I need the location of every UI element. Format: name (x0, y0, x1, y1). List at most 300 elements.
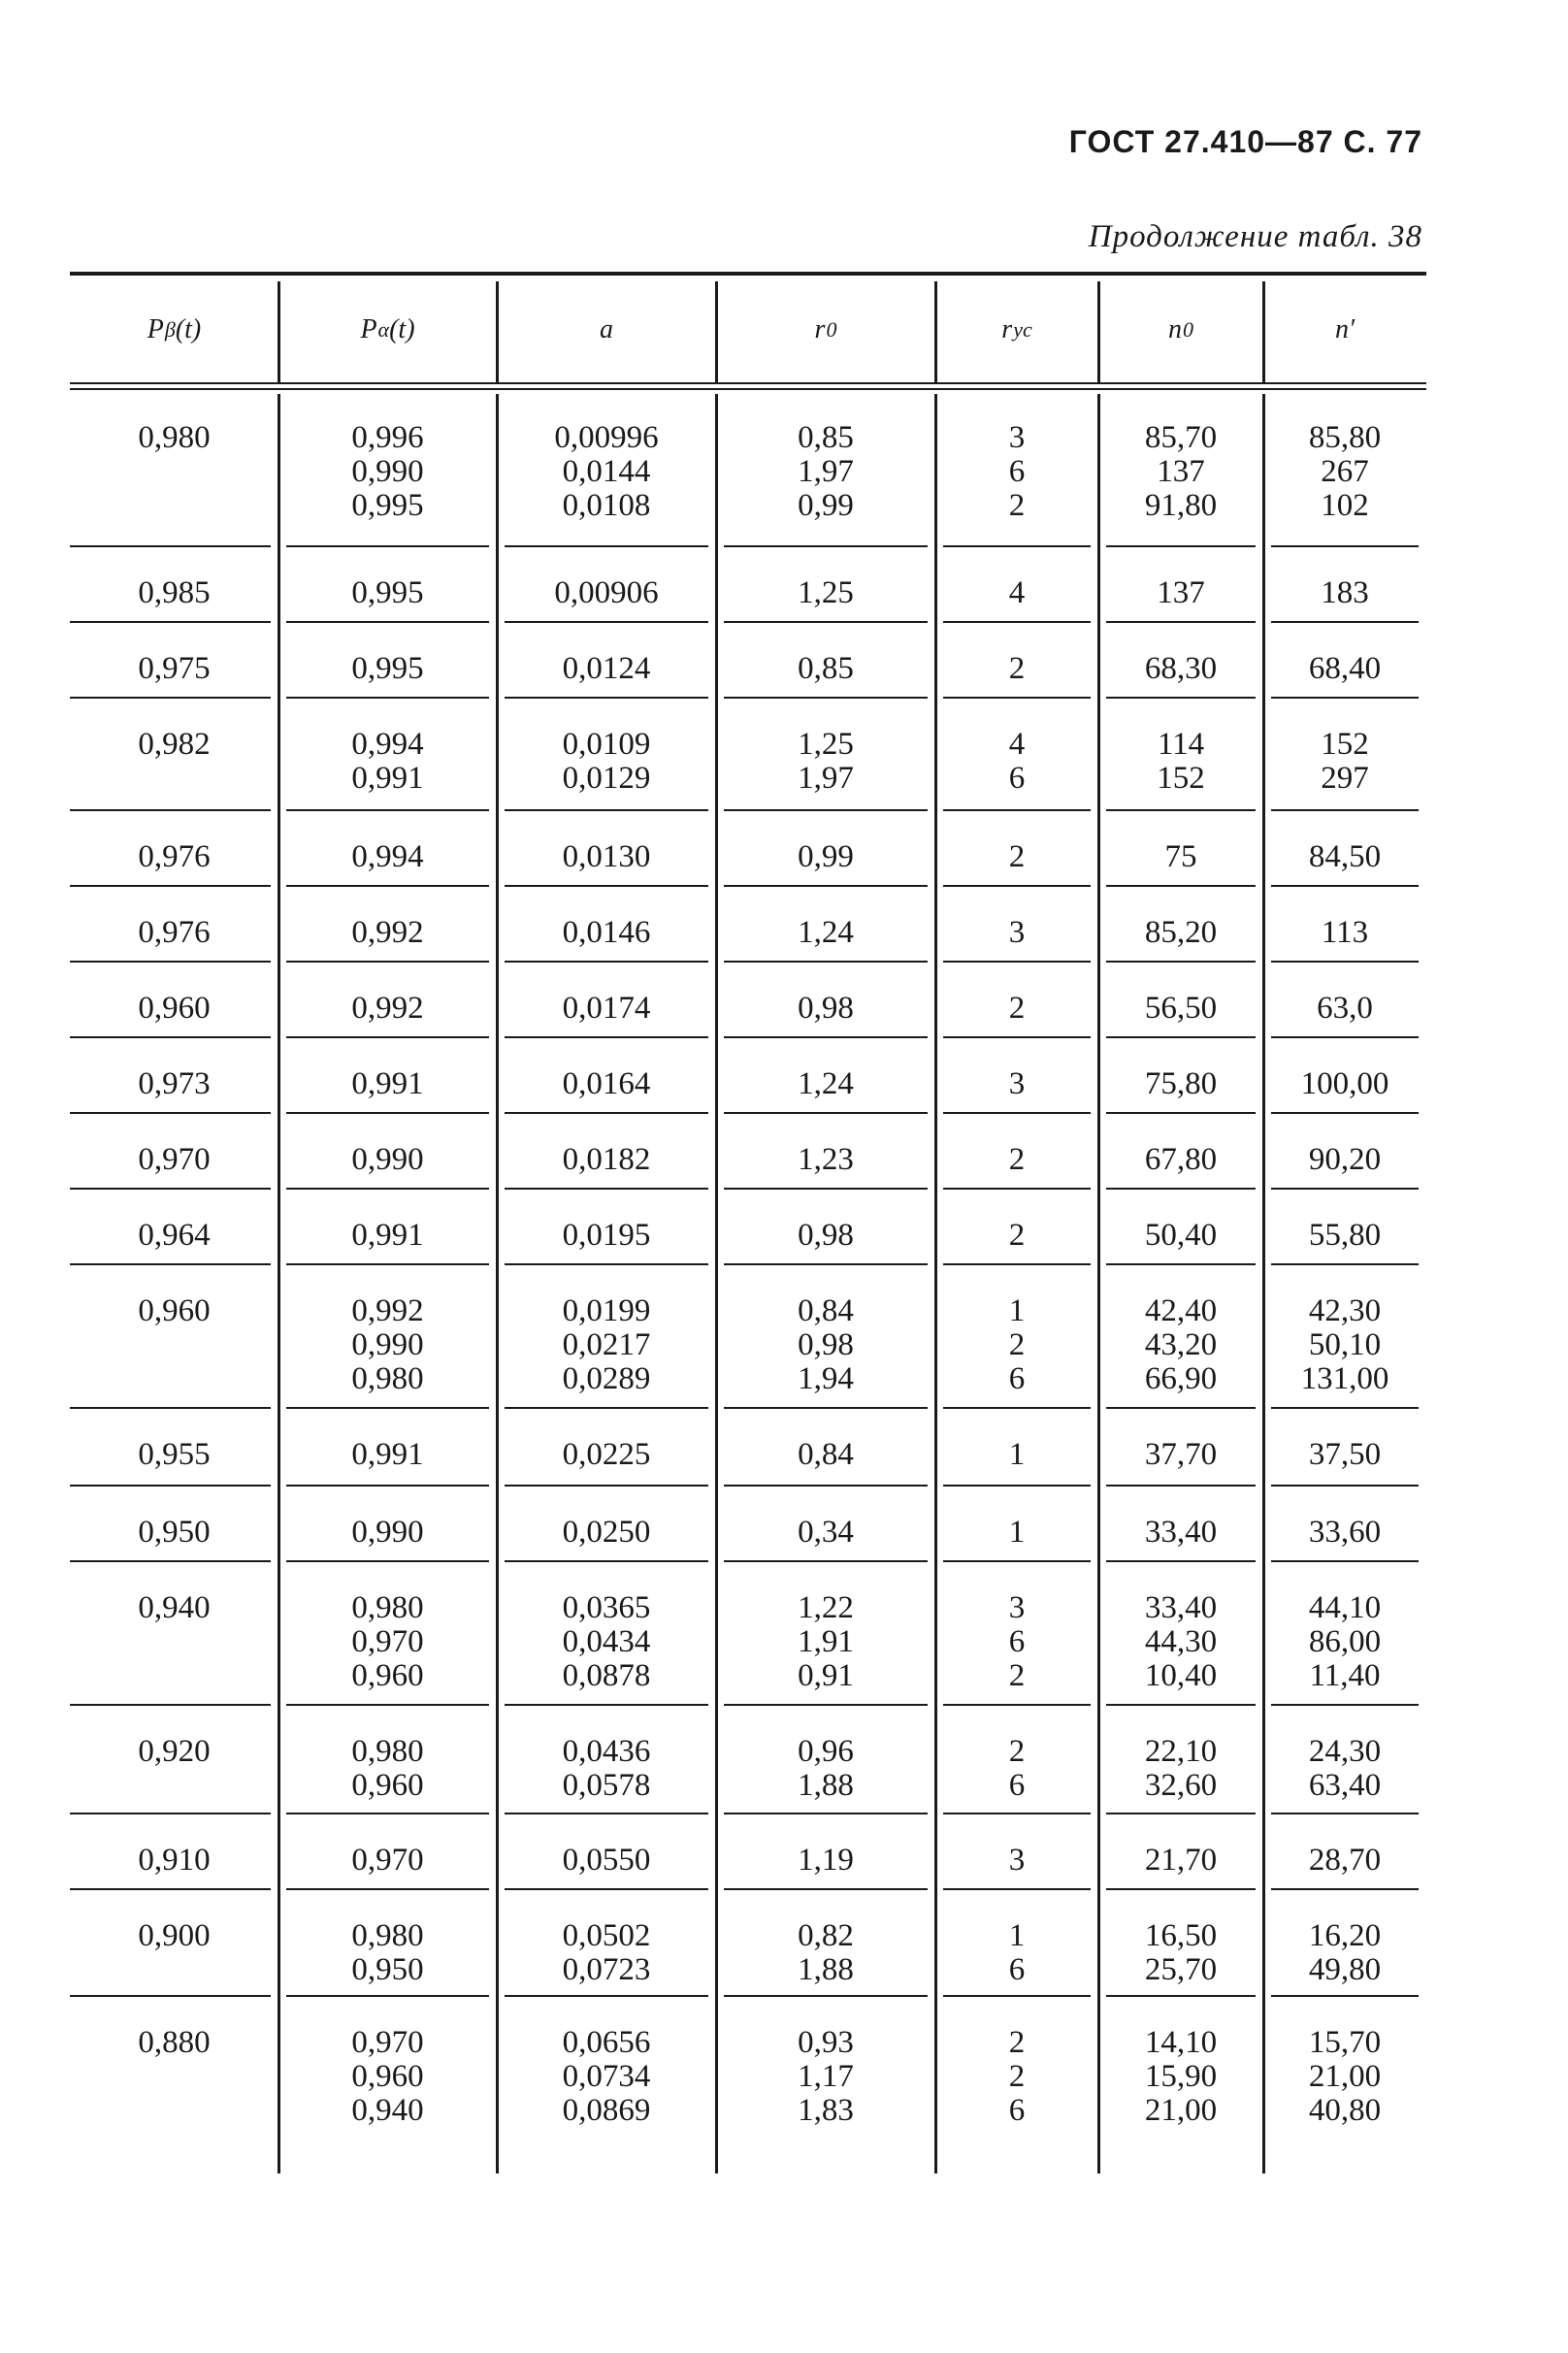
table-cell-n-prime (1263, 421, 1426, 523)
table-cell-value: 0,91 (798, 1658, 854, 1693)
table-cell-value: 0,0164 (562, 1066, 651, 1101)
table-cell-value: 6 (1008, 1361, 1026, 1396)
table-cell-value: 0,982 (138, 727, 211, 762)
table-cell-p-beta (70, 728, 278, 762)
row-divider (286, 1188, 489, 1190)
table-cell-value: 2 (1008, 488, 1026, 523)
table-cell-p-beta (70, 1735, 278, 1769)
table-cell-value: 0,995 (351, 575, 424, 610)
table-cell-value: 1 (1008, 1293, 1026, 1328)
table-cell-value: 1,83 (798, 2093, 854, 2128)
table-cell-value: 0,991 (351, 1218, 424, 1253)
table-cell-value: 2 (1008, 1327, 1026, 1362)
table-cell-r0 (716, 1591, 935, 1693)
table-cell-value: 0,976 (138, 915, 211, 950)
table-cell-value: 2 (1008, 651, 1026, 686)
table-cell-r0 (716, 728, 935, 796)
table-cell-p-alpha (278, 916, 497, 950)
row-divider (724, 1036, 928, 1038)
table-cell-a (497, 421, 716, 523)
table-cell-value: 0,84 (798, 1437, 854, 1472)
table-cell-value: 137 (1157, 575, 1205, 610)
row-divider (505, 1263, 708, 1265)
row-divider (1106, 1995, 1256, 1997)
table-cell-value: 66,90 (1144, 1361, 1218, 1396)
column-header-n0 (1098, 281, 1263, 378)
table-cell-p-beta (70, 1067, 278, 1101)
table-cell-value: 0,0217 (562, 1327, 651, 1362)
row-divider (724, 809, 928, 811)
row-divider (70, 961, 271, 963)
column-header-a (497, 281, 716, 378)
table-cell-value: 63,40 (1308, 1768, 1382, 1803)
table-cell-value: 37,70 (1144, 1437, 1218, 1472)
table-cell-value: 3 (1008, 1843, 1026, 1878)
row-divider (724, 961, 928, 963)
table-cell-value: 0,975 (138, 651, 211, 686)
table-cell-value: 0,0174 (562, 991, 651, 1026)
row-divider (724, 1888, 928, 1890)
table-cell-value: 6 (1008, 454, 1026, 489)
table-cell-value: 0,970 (351, 1843, 424, 1878)
row-divider (1271, 621, 1419, 623)
row-divider (1271, 961, 1419, 963)
row-divider (724, 621, 928, 623)
table-cell-n0 (1098, 2026, 1263, 2128)
table-cell-p-beta (70, 1844, 278, 1878)
table-cell-p-beta (70, 576, 278, 610)
column-header-symbol: r (814, 314, 826, 344)
table-cell-n0 (1098, 1294, 1263, 1396)
row-divider (943, 1407, 1091, 1409)
table-cell-value: 0,0124 (562, 651, 651, 686)
row-divider (286, 1263, 489, 1265)
table-cell-n-prime (1263, 1438, 1426, 1472)
row-divider (724, 1407, 928, 1409)
table-cell-value: 0,0434 (562, 1624, 651, 1659)
row-divider (943, 621, 1091, 623)
table-cell-r0 (716, 916, 935, 950)
table-cell-value: 0,990 (351, 1515, 424, 1550)
table-cell-r0 (716, 1516, 935, 1550)
table-cell-value: 0,0723 (562, 1952, 651, 1987)
row-divider (70, 885, 271, 887)
column-header-subscript: 0 (826, 317, 837, 342)
row-divider (505, 1036, 708, 1038)
table-cell-value: 0,990 (351, 454, 424, 489)
table-cell-p-alpha (278, 1735, 497, 1803)
table-cell-value: 0,960 (351, 2059, 424, 2094)
table-cell-p-beta (70, 421, 278, 455)
table-cell-a (497, 1438, 716, 1472)
table-cell-value: 0,964 (138, 1218, 211, 1253)
table-cell-value: 4 (1008, 727, 1026, 762)
table-cell-value: 10,40 (1144, 1658, 1218, 1693)
row-divider (1106, 961, 1256, 963)
column-header-subscript: β (164, 317, 176, 342)
table-cell-value: 0,980 (138, 420, 211, 455)
table-cell-r-us (935, 1067, 1098, 1101)
row-divider (724, 1188, 928, 1190)
table-cell-value: 1,24 (798, 1066, 854, 1101)
table-cell-value: 0,0108 (562, 488, 651, 523)
row-divider (286, 1485, 489, 1487)
table-cell-value: 1,94 (798, 1361, 854, 1396)
table-cell-value: 0,980 (351, 1590, 424, 1625)
table-cell-r0 (716, 1844, 935, 1878)
table-cell-p-beta (70, 652, 278, 686)
table-cell-value: 0,0109 (562, 727, 651, 762)
table-continuation-caption: Продолжение табл. 38 (1088, 219, 1422, 254)
table-cell-n-prime (1263, 1844, 1426, 1878)
table-cell-r0 (716, 1919, 935, 1987)
table-cell-value: 68,30 (1144, 651, 1218, 686)
table-cell-r-us (935, 1438, 1098, 1472)
table-cell-p-alpha (278, 576, 497, 610)
table-cell-value: 1,97 (798, 761, 854, 796)
column-header-suffix: (t) (389, 314, 415, 344)
table-cell-p-beta (70, 2026, 278, 2060)
table-cell-r0 (716, 1067, 935, 1101)
table-cell-a (497, 1143, 716, 1177)
table-cell-value: 42,30 (1308, 1293, 1382, 1328)
table-cell-p-alpha (278, 652, 497, 686)
table-cell-value: 0,0878 (562, 1658, 651, 1693)
table-cell-p-alpha (278, 1438, 497, 1472)
row-divider (70, 1407, 271, 1409)
table-cell-r-us (935, 916, 1098, 950)
table-cell-value: 0,93 (798, 2025, 854, 2060)
table-cell-value: 1,22 (798, 1590, 854, 1625)
row-divider (286, 545, 489, 547)
table-cell-a (497, 916, 716, 950)
table-cell-value: 14,10 (1144, 2025, 1218, 2060)
table-cell-a (497, 1735, 716, 1803)
table-cell-value: 2 (1008, 2059, 1026, 2094)
row-divider (286, 885, 489, 887)
table-cell-r0 (716, 421, 935, 523)
row-divider (724, 1485, 928, 1487)
table-cell-value: 0,992 (351, 1293, 424, 1328)
table-cell-n-prime (1263, 1067, 1426, 1101)
row-divider (286, 1704, 489, 1706)
row-divider (286, 1112, 489, 1114)
row-divider (70, 1112, 271, 1114)
table-cell-r-us (935, 728, 1098, 796)
table-cell-value: 0,992 (351, 915, 424, 950)
table-cell-value: 1,91 (798, 1624, 854, 1659)
table-cell-n0 (1098, 652, 1263, 686)
table-cell-value: 0,0199 (562, 1293, 651, 1328)
table-cell-n-prime (1263, 1219, 1426, 1253)
table-cell-value: 0,960 (138, 1293, 211, 1328)
row-divider (505, 885, 708, 887)
table-cell-value: 0,85 (798, 651, 854, 686)
table-cell-r0 (716, 1438, 935, 1472)
table-cell-value: 0,996 (351, 420, 424, 455)
row-divider (1106, 545, 1256, 547)
row-divider (70, 1813, 271, 1814)
table-cell-a (497, 1844, 716, 1878)
table-cell-value: 0,0144 (562, 454, 651, 489)
table-cell-value: 0,991 (351, 1066, 424, 1101)
row-divider (505, 545, 708, 547)
row-divider (505, 809, 708, 811)
page-header: ГОСТ 27.410—87 С. 77 (1068, 124, 1422, 159)
table-cell-n0 (1098, 1591, 1263, 1693)
table-cell-p-alpha (278, 1294, 497, 1396)
table-cell-r0 (716, 1294, 935, 1396)
table-cell-value: 0,985 (138, 575, 211, 610)
column-header-symbol: a (600, 314, 613, 344)
row-divider (1271, 1485, 1419, 1487)
data-table (70, 0, 1426, 2353)
table-cell-value: 0,970 (138, 1142, 211, 1177)
row-divider (1106, 1813, 1256, 1814)
row-divider (505, 1485, 708, 1487)
table-cell-value: 3 (1008, 1590, 1026, 1625)
row-divider (1106, 809, 1256, 811)
row-divider (943, 1485, 1091, 1487)
table-cell-value: 0,980 (351, 1734, 424, 1769)
table-cell-value: 0,0734 (562, 2059, 651, 2094)
row-divider (724, 1112, 928, 1114)
row-divider (1271, 1888, 1419, 1890)
column-header-subscript: ус (1013, 317, 1032, 342)
table-cell-p-beta (70, 1143, 278, 1177)
table-cell-value: 50,10 (1308, 1327, 1382, 1362)
table-cell-p-beta (70, 1516, 278, 1550)
row-divider (1106, 1112, 1256, 1114)
row-divider (286, 1407, 489, 1409)
table-cell-value: 1 (1008, 1437, 1026, 1472)
row-divider (724, 1560, 928, 1562)
table-cell-value: 0,00906 (554, 575, 659, 610)
table-cell-value: 33,60 (1308, 1515, 1382, 1550)
column-header-r0 (716, 281, 935, 378)
row-divider (943, 1813, 1091, 1814)
row-divider (70, 1704, 271, 1706)
table-cell-p-alpha (278, 992, 497, 1026)
table-cell-value: 0,990 (351, 1327, 424, 1362)
row-divider (943, 809, 1091, 811)
row-divider (505, 1704, 708, 1706)
row-divider (70, 1995, 271, 1997)
table-cell-value: 0,96 (798, 1734, 854, 1769)
row-divider (505, 1188, 708, 1190)
table-cell-value: 0,0656 (562, 2025, 651, 2060)
table-cell-r0 (716, 2026, 935, 2128)
row-divider (70, 1036, 271, 1038)
table-cell-value: 1,88 (798, 1768, 854, 1803)
row-divider (1271, 1112, 1419, 1114)
table-cell-n-prime (1263, 916, 1426, 950)
table-cell-n0 (1098, 916, 1263, 950)
table-cell-value: 21,70 (1144, 1843, 1218, 1878)
table-cell-n0 (1098, 1844, 1263, 1878)
table-cell-value: 0,980 (351, 1918, 424, 1953)
table-cell-p-alpha (278, 1844, 497, 1878)
table-cell-value: 0,970 (351, 1624, 424, 1659)
table-cell-value: 32,60 (1144, 1768, 1218, 1803)
table-cell-value: 0,85 (798, 420, 854, 455)
row-divider (943, 1704, 1091, 1706)
table-cell-p-beta (70, 1919, 278, 1953)
row-divider (1271, 1995, 1419, 1997)
table-cell-value: 63,0 (1317, 991, 1373, 1026)
table-cell-value: 1,24 (798, 915, 854, 950)
row-divider (1106, 1188, 1256, 1190)
row-divider (1106, 1485, 1256, 1487)
table-cell-value: 0,991 (351, 1437, 424, 1472)
row-divider (505, 697, 708, 699)
row-divider (1271, 545, 1419, 547)
table-cell-value: 2 (1008, 839, 1026, 874)
table-cell-value: 15,90 (1144, 2059, 1218, 2094)
table-cell-r-us (935, 1143, 1098, 1177)
table-cell-p-beta (70, 1438, 278, 1472)
table-cell-value: 2 (1008, 1142, 1026, 1177)
table-cell-value: 75,80 (1144, 1066, 1218, 1101)
row-divider (286, 1036, 489, 1038)
table-cell-value: 2 (1008, 2025, 1026, 2060)
row-divider (286, 621, 489, 623)
table-cell-value: 0,98 (798, 1327, 854, 1362)
column-header-symbol: r (1001, 314, 1013, 344)
table-cell-n0 (1098, 1143, 1263, 1177)
row-divider (1271, 1036, 1419, 1038)
table-cell-p-beta (70, 1219, 278, 1253)
table-cell-value: 0,910 (138, 1843, 211, 1878)
table-cell-value: 0,0195 (562, 1218, 651, 1253)
table-cell-value: 0,973 (138, 1066, 211, 1101)
row-divider (70, 545, 271, 547)
table-cell-value: 0,990 (351, 1142, 424, 1177)
table-cell-p-alpha (278, 1591, 497, 1693)
row-divider (724, 697, 928, 699)
table-cell-r0 (716, 1219, 935, 1253)
row-divider (943, 545, 1091, 547)
table-cell-p-beta (70, 1294, 278, 1328)
table-cell-value: 114 (1157, 727, 1205, 762)
table-cell-p-alpha (278, 1067, 497, 1101)
table-cell-n0 (1098, 992, 1263, 1026)
table-cell-a (497, 1591, 716, 1693)
row-divider (943, 1560, 1091, 1562)
row-divider (286, 1888, 489, 1890)
header-bottom-rule-2 (70, 388, 1426, 390)
table-cell-r-us (935, 1591, 1098, 1693)
table-cell-value: 6 (1008, 2093, 1026, 2128)
table-cell-r0 (716, 652, 935, 686)
row-divider (1271, 1560, 1419, 1562)
table-cell-r-us (935, 1844, 1098, 1878)
row-divider (70, 1263, 271, 1265)
table-cell-value: 0,960 (351, 1768, 424, 1803)
table-cell-value: 0,98 (798, 991, 854, 1026)
row-divider (1106, 1888, 1256, 1890)
table-cell-value: 0,994 (351, 727, 424, 762)
row-divider (943, 1995, 1091, 1997)
table-cell-n-prime (1263, 1591, 1426, 1693)
column-header-p-beta (70, 281, 278, 378)
table-cell-value: 91,80 (1144, 488, 1218, 523)
table-cell-value: 0,0250 (562, 1515, 651, 1550)
table-cell-a (497, 576, 716, 610)
row-divider (70, 809, 271, 811)
table-cell-value: 1,25 (798, 575, 854, 610)
table-cell-value: 75 (1164, 839, 1197, 874)
table-cell-n-prime (1263, 1919, 1426, 1987)
table-cell-value: 2 (1008, 1218, 1026, 1253)
table-cell-a (497, 1919, 716, 1987)
row-divider (1106, 621, 1256, 623)
table-cell-value: 0,98 (798, 1218, 854, 1253)
table-cell-n0 (1098, 840, 1263, 874)
table-cell-r-us (935, 1919, 1098, 1987)
table-cell-value: 86,00 (1308, 1624, 1382, 1659)
row-divider (1271, 1407, 1419, 1409)
row-divider (70, 1188, 271, 1190)
table-cell-value: 37,50 (1308, 1437, 1382, 1472)
table-cell-r-us (935, 992, 1098, 1026)
column-header-symbol: P (360, 314, 377, 344)
table-cell-n0 (1098, 1516, 1263, 1550)
table-cell-value: 4 (1008, 575, 1026, 610)
table-cell-value: 0,992 (351, 991, 424, 1026)
table-cell-r-us (935, 840, 1098, 874)
table-cell-value: 50,40 (1144, 1218, 1218, 1253)
table-cell-p-alpha (278, 840, 497, 874)
table-cell-value: 42,40 (1144, 1293, 1218, 1328)
row-divider (70, 1560, 271, 1562)
table-cell-p-alpha (278, 1919, 497, 1987)
table-cell-a (497, 1219, 716, 1253)
row-divider (943, 1036, 1091, 1038)
table-cell-p-alpha (278, 1219, 497, 1253)
table-cell-value: 22,10 (1144, 1734, 1218, 1769)
table-cell-value: 0,0129 (562, 761, 651, 796)
row-divider (1271, 885, 1419, 887)
table-cell-p-alpha (278, 1516, 497, 1550)
row-divider (70, 1485, 271, 1487)
row-divider (1271, 809, 1419, 811)
table-cell-value: 0,960 (351, 1658, 424, 1693)
table-cell-n0 (1098, 1735, 1263, 1803)
table-cell-value: 0,0225 (562, 1437, 651, 1472)
table-cell-value: 152 (1321, 727, 1369, 762)
row-divider (943, 1188, 1091, 1190)
table-cell-value: 0,0146 (562, 915, 651, 950)
table-cell-p-alpha (278, 421, 497, 523)
table-cell-value: 0,99 (798, 488, 854, 523)
table-cell-p-beta (70, 1591, 278, 1625)
table-cell-value: 0,920 (138, 1734, 211, 1769)
row-divider (1271, 697, 1419, 699)
table-cell-value: 1,19 (798, 1843, 854, 1878)
table-cell-value: 25,70 (1144, 1952, 1218, 1987)
table-cell-value: 0,960 (138, 991, 211, 1026)
table-cell-value: 0,880 (138, 2025, 211, 2060)
table-cell-value: 21,00 (1308, 2059, 1382, 2094)
table-cell-value: 0,00996 (554, 420, 659, 455)
table-cell-n-prime (1263, 576, 1426, 610)
table-cell-value: 297 (1321, 761, 1369, 796)
row-divider (1271, 1188, 1419, 1190)
table-cell-n0 (1098, 1067, 1263, 1101)
table-cell-value: 0,0289 (562, 1361, 651, 1396)
table-cell-value: 16,50 (1144, 1918, 1218, 1953)
